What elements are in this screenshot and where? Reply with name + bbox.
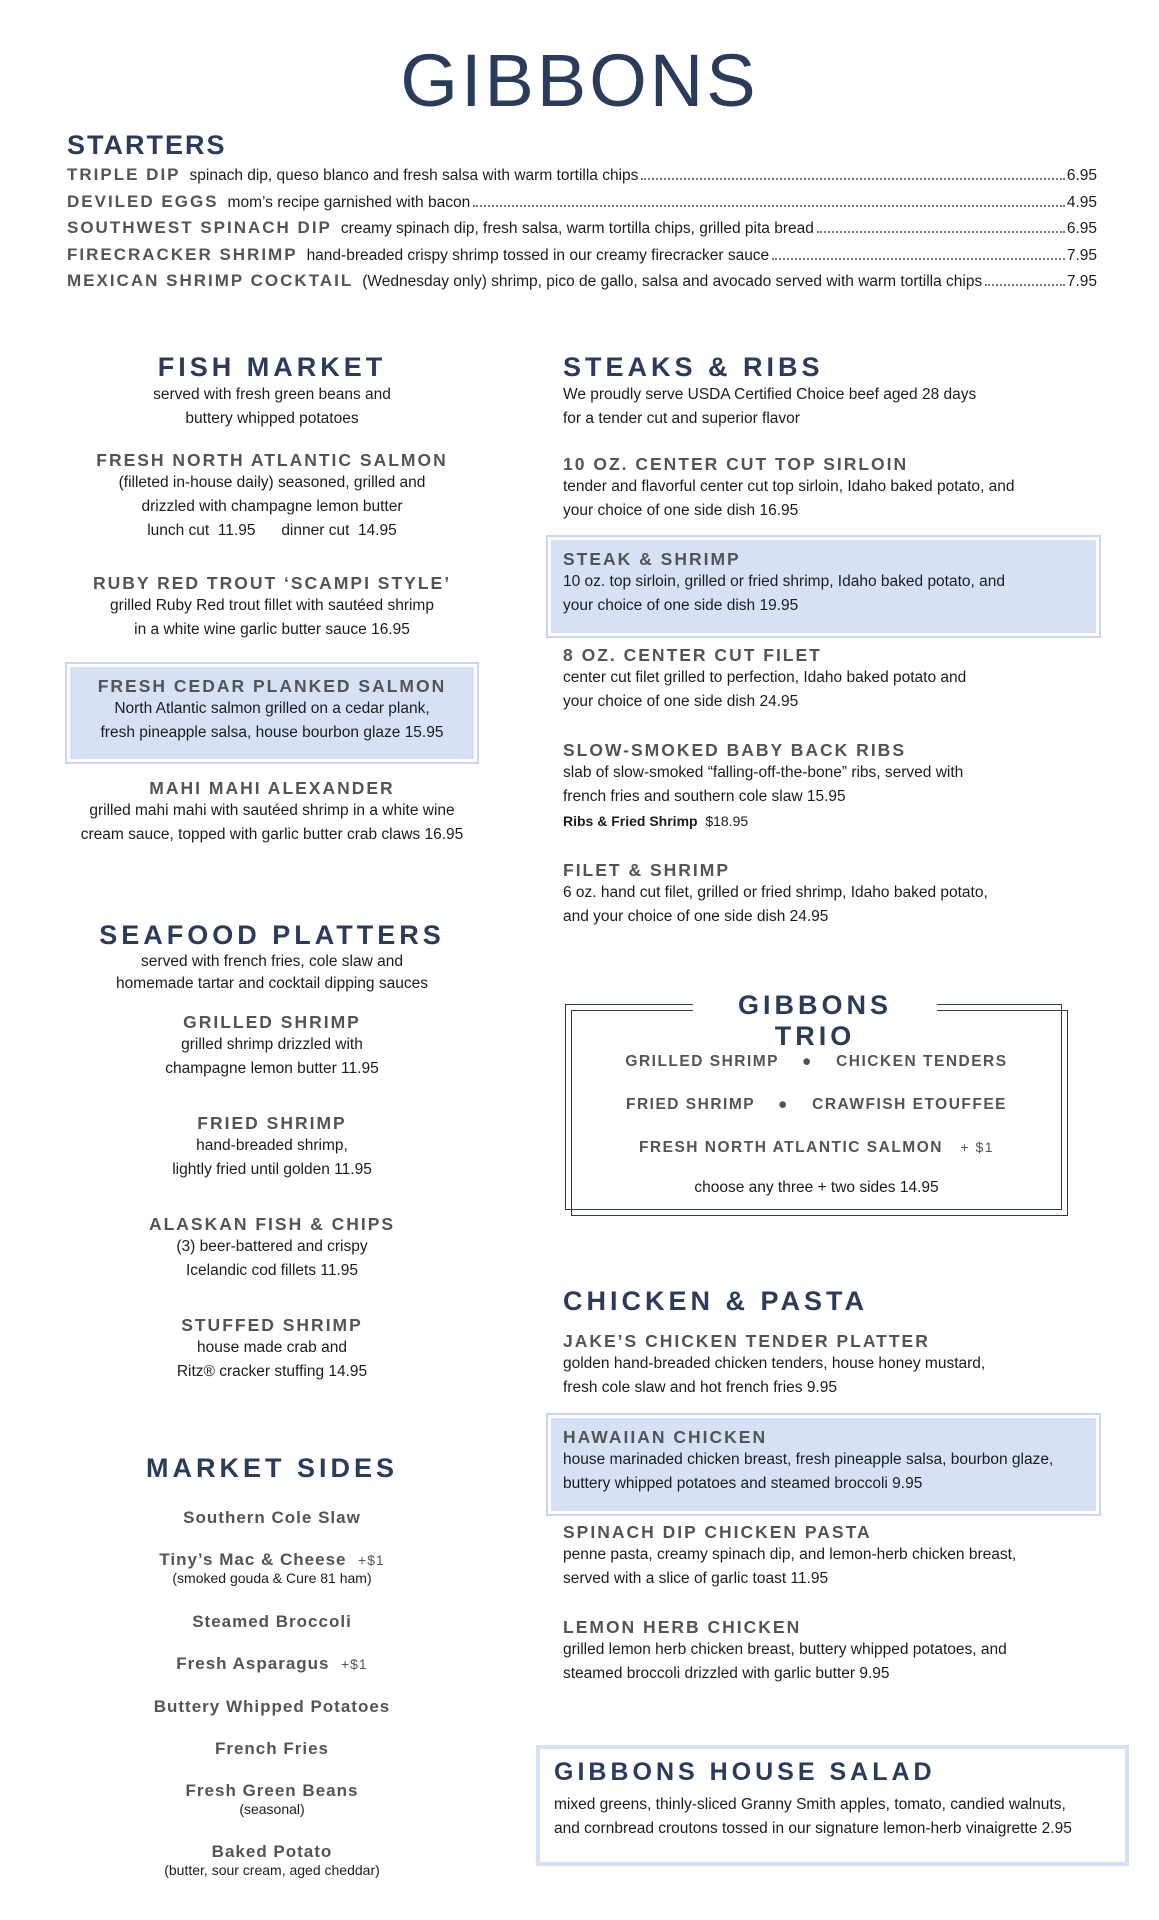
steaks-subtitle: We proudly serve USDA Certified Choice beef aged 28 days bbox=[563, 386, 977, 403]
starter-name: DEVILED EGGS bbox=[67, 191, 219, 211]
side-name: Steamed Broccoli bbox=[192, 1612, 352, 1631]
item-desc: lightly fried until golden 11.95 bbox=[172, 1161, 372, 1178]
trio-option: FRESH NORTH ATLANTIC SALMON bbox=[638, 1139, 943, 1156]
trio-note: choose any three + two sides 14.95 bbox=[694, 1179, 939, 1196]
trio-option: GRILLED SHRIMP bbox=[625, 1053, 779, 1070]
leader-dots bbox=[641, 178, 1064, 180]
starter-desc: creamy spinach dip, fresh salsa, warm tortilla chips, grilled pita bread bbox=[340, 220, 814, 237]
side-item bbox=[67, 1842, 477, 1878]
menu-item bbox=[67, 1113, 477, 1182]
fish-market-heading: FISH MARKET bbox=[157, 352, 387, 382]
item-desc: grilled shrimp drizzled with bbox=[181, 1036, 363, 1053]
fish-market-heading-block bbox=[67, 352, 477, 431]
starter-name: TRIPLE DIP bbox=[67, 165, 181, 184]
steaks-heading: STEAKS & RIBS bbox=[563, 352, 824, 382]
item-desc: house made crab and bbox=[197, 1339, 347, 1356]
item-desc: and your choice of one side dish 24.95 bbox=[563, 908, 829, 925]
item-name: HAWAIIAN CHICKEN bbox=[563, 1427, 768, 1447]
item-desc: buttery whipped potatoes and steamed broccoli 9.95 bbox=[563, 1475, 923, 1492]
seafood-subtitle: homemade tartar and cocktail dipping sauces bbox=[116, 975, 428, 992]
salad-desc: and cornbread croutons tossed in our signature lemon-herb vinaigrette 2.95 bbox=[554, 1820, 1072, 1837]
item-name: GRILLED SHRIMP bbox=[183, 1012, 361, 1032]
side-item bbox=[67, 1739, 477, 1759]
side-item bbox=[67, 1654, 477, 1674]
side-name: Fresh Asparagus bbox=[176, 1654, 330, 1673]
seafood-heading-block bbox=[67, 920, 477, 995]
leader-dots bbox=[985, 284, 1065, 286]
seafood-subtitle: served with french fries, cole slaw and bbox=[141, 953, 403, 970]
menu-item bbox=[67, 1315, 477, 1384]
item-addon-name: Ribs & Fried Shrimp bbox=[563, 813, 698, 829]
menu-item bbox=[563, 1331, 1083, 1400]
side-sub: (seasonal) bbox=[239, 1801, 305, 1817]
starter-price: 6.95 bbox=[1066, 167, 1097, 184]
menu-item bbox=[67, 1214, 477, 1283]
trio-option-extra: + $1 bbox=[960, 1139, 995, 1155]
menu-item-featured bbox=[67, 676, 477, 745]
item-name: LEMON HERB CHICKEN bbox=[563, 1617, 802, 1637]
starter-desc: hand-breaded crispy shrimp tossed in our creamy firecracker sauce bbox=[306, 246, 770, 264]
side-name: Tiny’s Mac & Cheese bbox=[159, 1550, 347, 1569]
leader-dots bbox=[817, 231, 1065, 233]
item-name: RUBY RED TROUT ‘SCAMPI STYLE’ bbox=[92, 573, 452, 593]
steaks-subtitle: for a tender cut and superior flavor bbox=[563, 410, 800, 427]
item-name: 8 OZ. CENTER CUT FILET bbox=[563, 645, 822, 665]
starter-price: 7.95 bbox=[1066, 246, 1097, 264]
side-item bbox=[67, 1550, 477, 1586]
side-sub: (butter, sour cream, aged cheddar) bbox=[164, 1862, 380, 1878]
item-price: lunch cut 11.95 dinner cut 14.95 bbox=[147, 522, 397, 539]
item-desc: house marinaded chicken breast, fresh pineapple salsa, bourbon glaze, bbox=[563, 1451, 1054, 1468]
restaurant-title: GIBBONS bbox=[400, 39, 759, 122]
side-item bbox=[67, 1781, 477, 1817]
trio-row bbox=[565, 1096, 1068, 1114]
item-desc: champagne lemon butter 11.95 bbox=[165, 1060, 379, 1077]
side-name: French Fries bbox=[214, 1739, 330, 1758]
starters-heading: STARTERS bbox=[67, 130, 227, 160]
fish-market-subtitle: served with fresh green beans and bbox=[153, 386, 391, 403]
item-name: MAHI MAHI ALEXANDER bbox=[149, 778, 395, 798]
item-desc: hand-breaded shrimp, bbox=[196, 1137, 348, 1154]
item-desc: 10 oz. top sirloin, grilled or fried shrimp, Idaho baked potato, and bbox=[563, 573, 1006, 590]
side-name: Baked Potato bbox=[211, 1842, 333, 1861]
item-desc: grilled Ruby Red trout fillet with sautéed shrimp bbox=[110, 597, 434, 614]
market-sides-heading-block bbox=[67, 1453, 477, 1484]
market-sides-heading: MARKET SIDES bbox=[145, 1453, 399, 1483]
item-name: FRESH CEDAR PLANKED SALMON bbox=[97, 676, 447, 696]
starter-item bbox=[67, 245, 1097, 272]
item-name: 10 OZ. CENTER CUT TOP SIRLOIN bbox=[563, 454, 909, 474]
bullet-icon: ● bbox=[778, 1096, 789, 1113]
menu-item bbox=[563, 645, 1083, 714]
item-desc: fresh cole slaw and hot french fries 9.95 bbox=[563, 1379, 837, 1396]
item-desc: drizzled with champagne lemon butter bbox=[141, 498, 403, 515]
starter-price: 4.95 bbox=[1066, 193, 1097, 211]
menu-item bbox=[67, 450, 477, 543]
starter-item bbox=[67, 271, 1097, 298]
trio-row bbox=[565, 1139, 1068, 1157]
trio-option: FRIED SHRIMP bbox=[625, 1096, 755, 1113]
salad-heading: GIBBONS HOUSE SALAD bbox=[554, 1758, 936, 1786]
fish-market-subtitle: buttery whipped potatoes bbox=[185, 410, 359, 427]
menu-item bbox=[67, 1012, 477, 1081]
menu-item bbox=[67, 778, 477, 847]
steaks-heading-block bbox=[563, 352, 1083, 431]
salad-block bbox=[554, 1758, 1114, 1841]
item-desc: 6 oz. hand cut filet, grilled or fried shrimp, Idaho baked potato, bbox=[563, 884, 988, 901]
menu-item bbox=[563, 1522, 1083, 1591]
item-desc: grilled mahi mahi with sautéed shrimp in a white wine bbox=[89, 802, 455, 819]
leader-dots bbox=[772, 258, 1065, 260]
item-name: JAKE’S CHICKEN TENDER PLATTER bbox=[563, 1331, 930, 1351]
item-name: STUFFED SHRIMP bbox=[181, 1315, 363, 1335]
menu-item bbox=[563, 860, 1083, 929]
item-desc: fresh pineapple salsa, house bourbon glaze 15.95 bbox=[100, 724, 444, 741]
trio-option: CHICKEN TENDERS bbox=[836, 1053, 1008, 1070]
starter-item bbox=[67, 192, 1097, 219]
side-item bbox=[67, 1508, 477, 1528]
item-desc: penne pasta, creamy spinach dip, and lemon-herb chicken breast, bbox=[563, 1546, 1017, 1563]
seafood-heading: SEAFOOD PLATTERS bbox=[99, 920, 445, 950]
side-name: Buttery Whipped Potatoes bbox=[153, 1697, 391, 1716]
chicken-heading: CHICKEN & PASTA bbox=[563, 1286, 869, 1316]
salad-desc: mixed greens, thinly-sliced Granny Smith apples, tomato, candied walnuts, bbox=[554, 1796, 1066, 1813]
starter-name: MEXICAN SHRIMP COCKTAIL bbox=[67, 271, 354, 290]
item-desc: grilled lemon herb chicken breast, buttery whipped potatoes, and bbox=[563, 1641, 1007, 1658]
side-item bbox=[67, 1697, 477, 1717]
side-sub: (smoked gouda & Cure 81 ham) bbox=[172, 1570, 372, 1586]
item-name: FILET & SHRIMP bbox=[563, 860, 731, 880]
item-desc: Icelandic cod fillets 11.95 bbox=[185, 1262, 359, 1279]
menu-item bbox=[67, 573, 477, 642]
item-desc: (3) beer-battered and crispy bbox=[176, 1238, 368, 1255]
starter-item bbox=[67, 165, 1097, 192]
bullet-icon: ● bbox=[801, 1053, 813, 1070]
item-desc: slab of slow-smoked “falling-off-the-bone” ribs, served with bbox=[563, 764, 964, 781]
starter-price: 7.95 bbox=[1066, 273, 1097, 290]
item-name: SPINACH DIP CHICKEN PASTA bbox=[563, 1522, 872, 1542]
menu-item-featured bbox=[563, 549, 1083, 618]
menu-item bbox=[563, 1617, 1083, 1686]
side-item bbox=[67, 1612, 477, 1632]
starter-name: SOUTHWEST SPINACH DIP bbox=[67, 218, 332, 237]
side-name: Southern Cole Slaw bbox=[183, 1508, 361, 1527]
item-desc: golden hand-breaded chicken tenders, house honey mustard, bbox=[563, 1355, 986, 1372]
trio-option: CRAWFISH ETOUFFEE bbox=[812, 1096, 1007, 1113]
starter-price: 6.95 bbox=[1066, 220, 1097, 237]
starter-desc: spinach dip, queso blanco and fresh salsa with warm tortilla chips bbox=[189, 167, 639, 184]
item-desc: (filleted in-house daily) seasoned, grilled and bbox=[118, 474, 426, 491]
item-desc: North Atlantic salmon grilled on a cedar plank, bbox=[114, 700, 430, 717]
item-desc: center cut filet grilled to perfection, Idaho baked potato and bbox=[563, 669, 967, 686]
leader-dots bbox=[473, 205, 1065, 207]
side-name: Fresh Green Beans bbox=[185, 1781, 359, 1800]
starter-item bbox=[67, 218, 1097, 245]
item-desc: served with a slice of garlic toast 11.95 bbox=[563, 1570, 829, 1587]
item-desc: Ritz® cracker stuffing 14.95 bbox=[176, 1363, 368, 1380]
item-desc: cream sauce, topped with garlic butter crab claws 16.95 bbox=[80, 826, 464, 843]
item-name: ALASKAN FISH & CHIPS bbox=[148, 1214, 396, 1234]
menu-item-featured bbox=[563, 1427, 1083, 1496]
item-desc: french fries and southern cole slaw 15.95 bbox=[563, 788, 846, 805]
item-desc: your choice of one side dish 24.95 bbox=[563, 693, 799, 710]
menu-item bbox=[563, 740, 1083, 833]
menu-item bbox=[563, 454, 1083, 523]
starters-section bbox=[67, 130, 1097, 298]
item-desc: in a white wine garlic butter sauce 16.95 bbox=[134, 621, 410, 638]
side-extra: +$1 bbox=[357, 1552, 385, 1568]
chicken-heading-block bbox=[563, 1286, 1083, 1317]
item-name: STEAK & SHRIMP bbox=[563, 549, 741, 569]
item-name: FRIED SHRIMP bbox=[197, 1113, 347, 1133]
trio-row bbox=[565, 1053, 1068, 1071]
starter-desc: mom’s recipe garnished with bacon bbox=[227, 193, 471, 211]
item-name: FRESH NORTH ATLANTIC SALMON bbox=[96, 450, 448, 470]
starter-desc: (Wednesday only) shrimp, pico de gallo, salsa and avocado served with warm tortilla chips bbox=[362, 273, 983, 290]
starter-name: FIRECRACKER SHRIMP bbox=[67, 244, 298, 264]
item-name: SLOW-SMOKED BABY BACK RIBS bbox=[563, 740, 906, 760]
item-desc: steamed broccoli drizzled with garlic butter 9.95 bbox=[563, 1665, 890, 1682]
trio-heading: GIBBONS TRIO bbox=[693, 990, 937, 1052]
item-desc: your choice of one side dish 16.95 bbox=[563, 502, 799, 519]
item-desc: tender and flavorful center cut top sirloin, Idaho baked potato, and bbox=[563, 478, 1015, 495]
item-desc: your choice of one side dish 19.95 bbox=[563, 597, 799, 614]
side-extra: +$1 bbox=[340, 1656, 368, 1672]
item-addon-price: $18.95 bbox=[705, 813, 749, 829]
